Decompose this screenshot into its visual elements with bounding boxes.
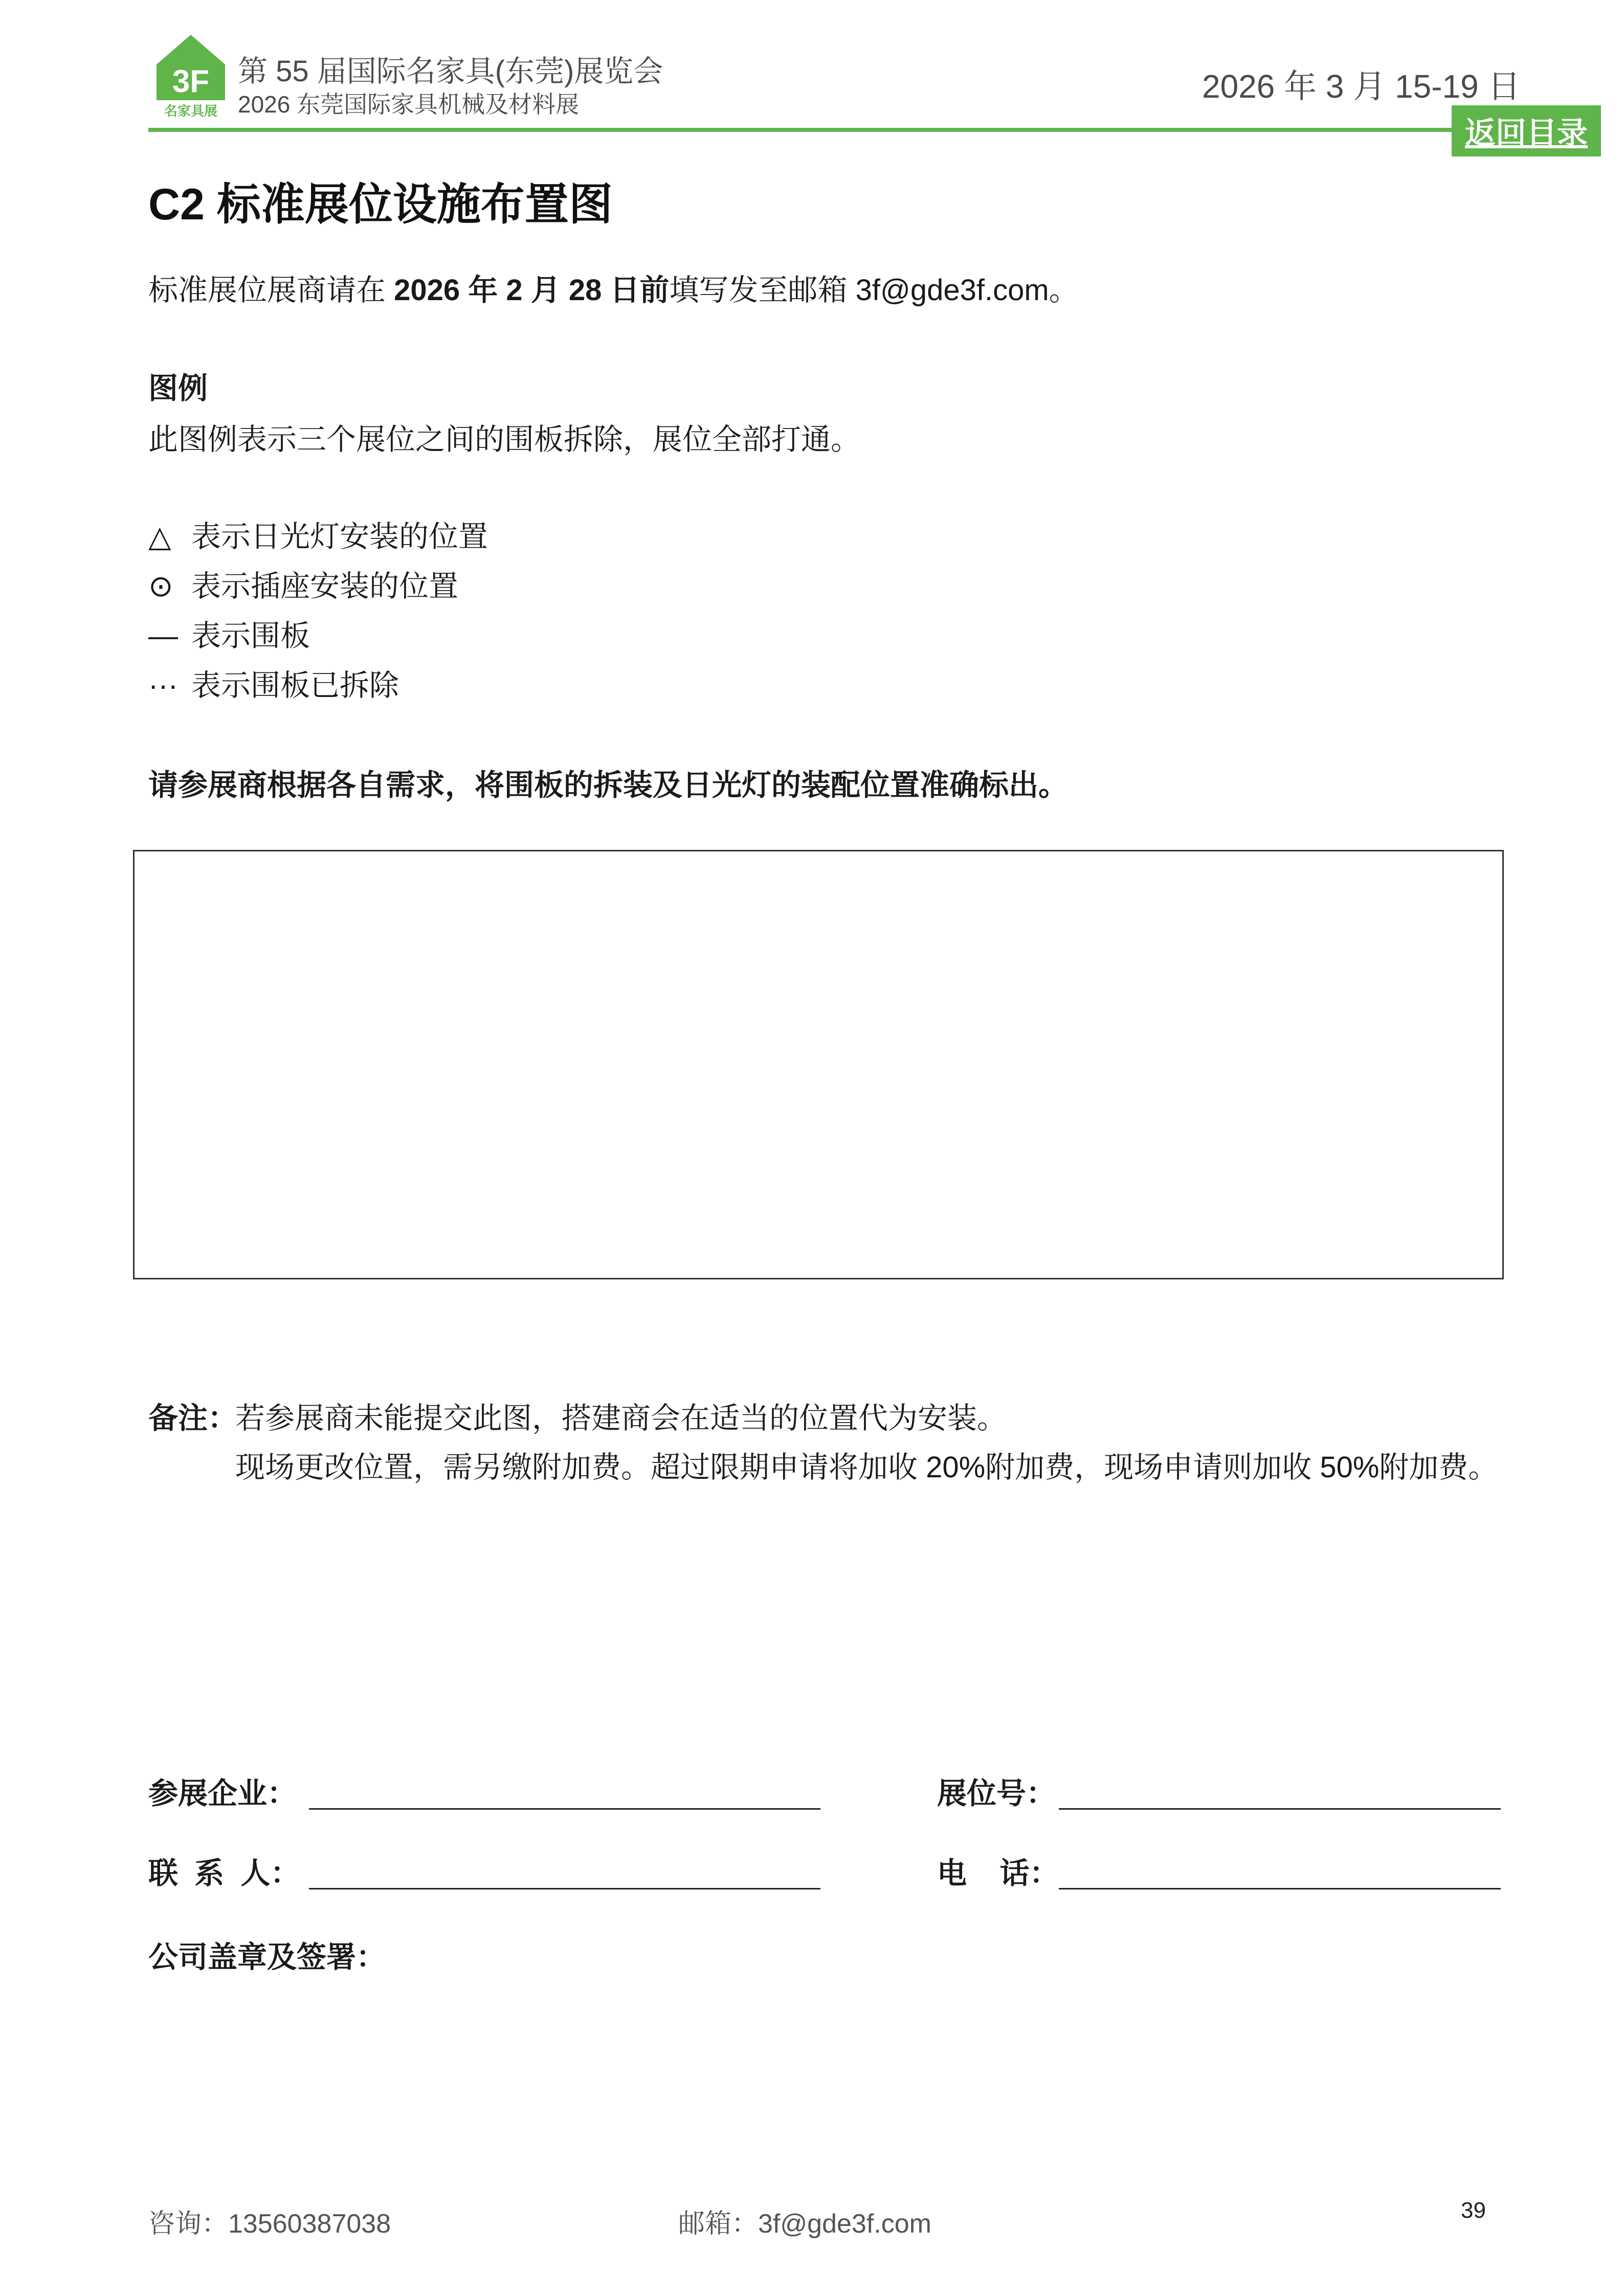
legend-label: 表示日光灯安装的位置 [191, 520, 488, 553]
page-number: 39 [1461, 2198, 1486, 2223]
booth-label: 展位号： [937, 1777, 1056, 1810]
legend-item-fluorescent [148, 512, 488, 555]
note-line-2: 现场更改位置，需另缴附加费。超过限期申请将加收 20%附加费，现场申请则加收 50%附加费。 [235, 1451, 1498, 1484]
legend-item-panel [148, 612, 310, 655]
logo [157, 35, 225, 123]
contact-label: 联 系 人： [148, 1857, 300, 1890]
instruction-deadline: 2026 年 2 月 28 日前 [394, 274, 670, 307]
booth-field[interactable] [1059, 1808, 1501, 1810]
instruction-text [148, 266, 1079, 309]
back-to-contents-button[interactable]: 返回目录 [1452, 105, 1601, 156]
phone-label: 电 话： [937, 1857, 1059, 1890]
footer-consult: 咨询：13560387038 [148, 2209, 391, 2239]
requirement-text: 请参展商根据各自需求，将围板的拆装及日光灯的装配位置准确标出。 [148, 769, 1069, 802]
footer-email: 邮箱：3f@gde3f.com [678, 2209, 931, 2239]
company-field[interactable] [309, 1808, 820, 1810]
legend-label: 表示插座安装的位置 [191, 570, 459, 603]
legend-description: 此图例表示三个展位之间的围板拆除，展位全部打通。 [148, 423, 861, 456]
legend-heading: 图例 [148, 372, 208, 405]
legend-item-socket [148, 562, 458, 605]
section-title: C2 标准展位设施布置图 [148, 180, 613, 229]
legend-label: 表示围板 [191, 619, 310, 652]
logo-sub: 名家具展 [164, 104, 218, 119]
header-date: 2026 年 3 月 15-19 日 [1202, 68, 1521, 105]
contact-field[interactable] [309, 1888, 820, 1889]
triangle-icon: △ [148, 520, 171, 553]
header-divider [148, 128, 1458, 132]
note-line-1: 若参展商未能提交此图，搭建商会在适当的位置代为安装。 [235, 1402, 1007, 1435]
stamp-label: 公司盖章及签署： [148, 1941, 386, 1974]
layout-drawing-area[interactable] [133, 850, 1504, 1279]
dotted-line-icon: ··· [148, 669, 178, 702]
legend-label: 表示围板已拆除 [191, 669, 399, 702]
solid-line-icon: — [148, 619, 178, 652]
header-title: 第 55 届国际名家具(东莞)展览会 [238, 55, 663, 88]
header-subtitle: 2026 东莞国际家具机械及材料展 [238, 91, 580, 118]
phone-field[interactable] [1059, 1888, 1501, 1889]
company-label: 参展企业： [148, 1777, 297, 1810]
note-label: 备注： [148, 1402, 238, 1435]
legend-item-panel-removed [148, 661, 399, 704]
instruction-prefix: 标准展位展商请在 [148, 274, 394, 307]
logo-text: 3F [172, 64, 210, 99]
instruction-suffix: 填写发至邮箱 3f@gde3f.com。 [669, 274, 1079, 307]
socket-icon: ⊙ [148, 570, 173, 603]
